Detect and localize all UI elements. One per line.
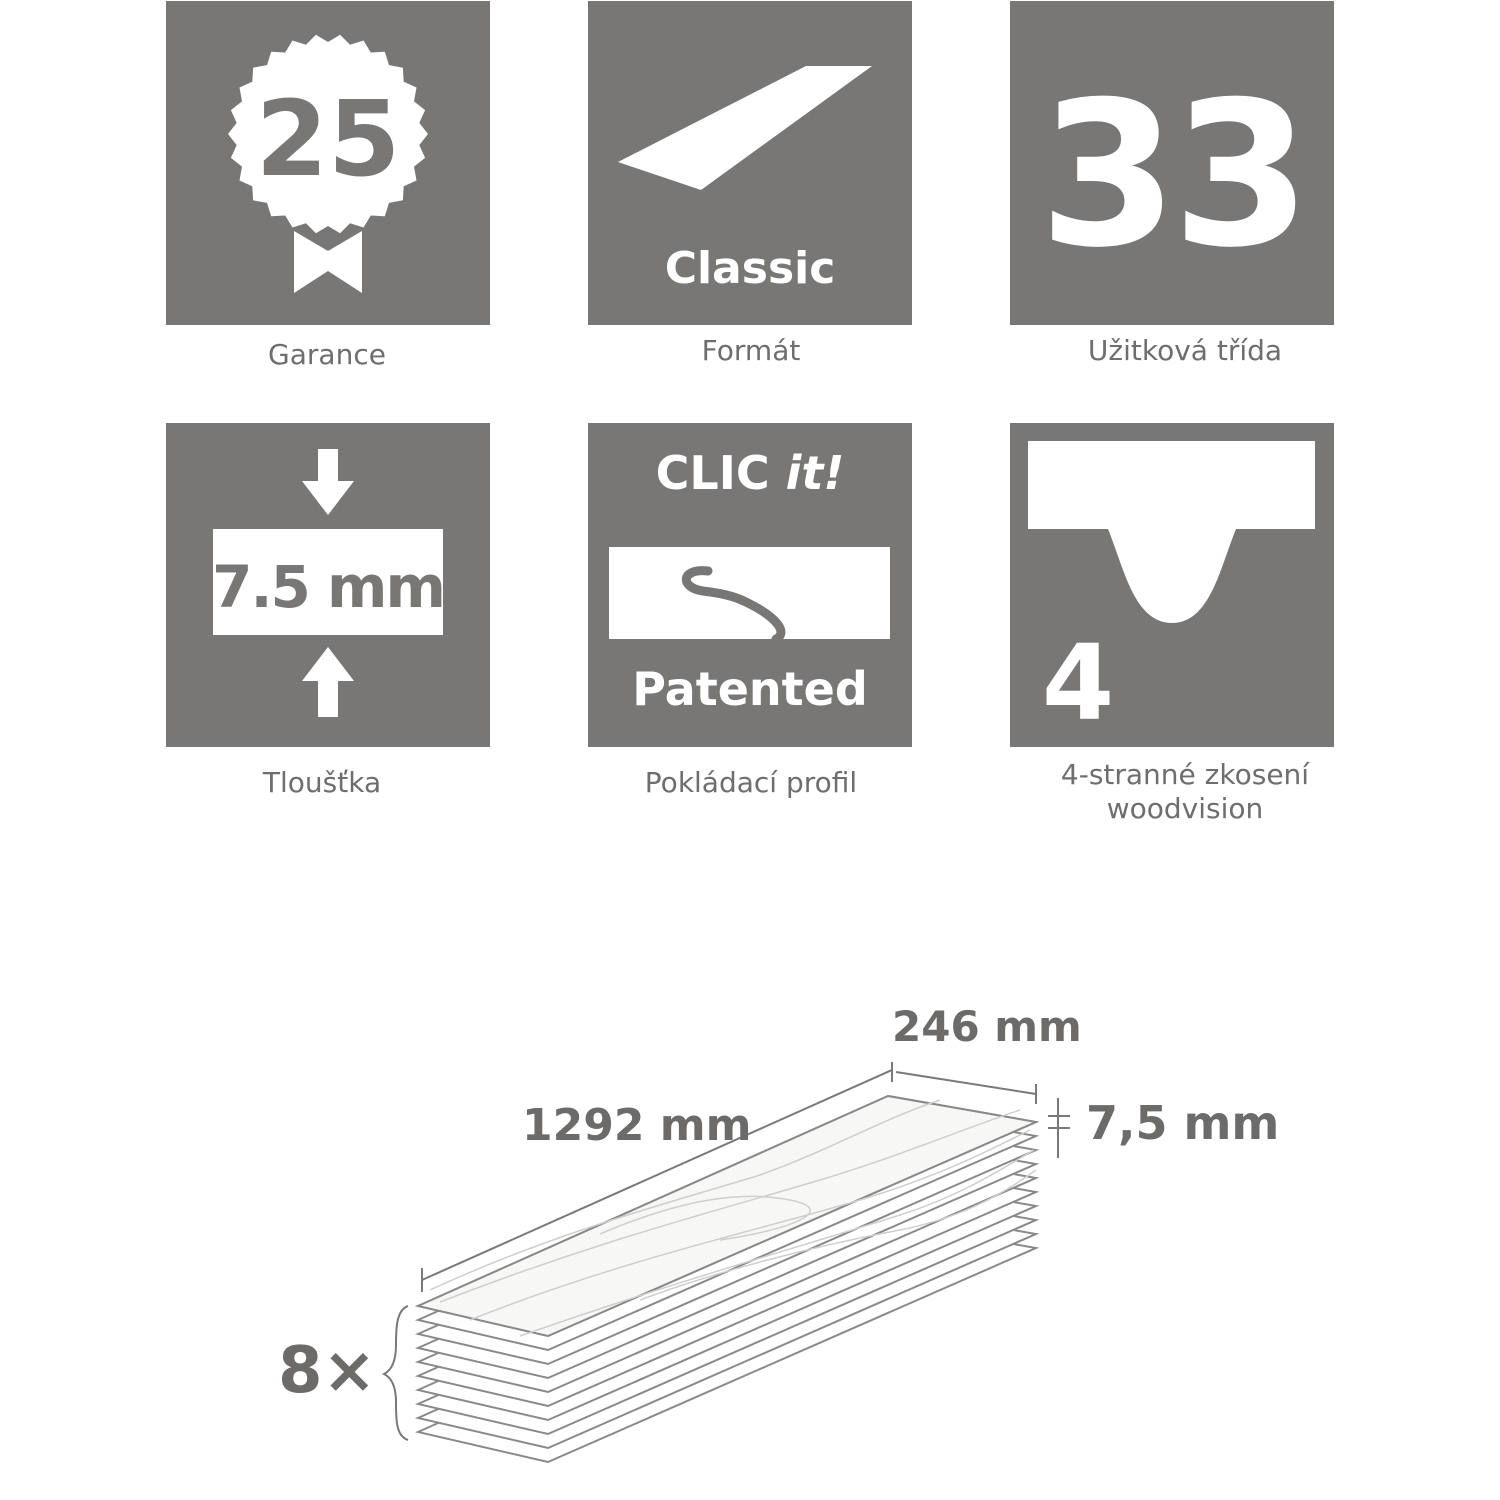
garance-years: 25 — [255, 78, 401, 200]
thickness-value: 7.5 mm — [212, 553, 444, 621]
format-label: Classic — [664, 243, 836, 294]
bevel-sides: 4 — [1041, 622, 1115, 744]
plank-count: 8× — [278, 1334, 377, 1408]
caption-usage-class: Užitková třída — [1087, 334, 1283, 367]
dim-thickness: 7,5 mm — [1086, 1096, 1280, 1150]
dim-length: 1292 mm — [522, 1100, 752, 1151]
caption-garance: Garance — [268, 338, 386, 371]
patented-label: Patented — [632, 662, 868, 716]
caption-thickness: Tloušťka — [262, 766, 382, 799]
caption-bevel-line2: woodvision — [1106, 792, 1264, 825]
usage-class-value: 33 — [1038, 59, 1306, 292]
dim-width: 246 mm — [892, 1002, 1082, 1051]
caption-bevel-line1: 4-stranné zkosení — [1060, 758, 1310, 791]
clic-it-logo: CLIC it! — [655, 446, 845, 500]
caption-format: Formát — [701, 334, 801, 367]
caption-profile: Pokládací profil — [644, 766, 858, 799]
